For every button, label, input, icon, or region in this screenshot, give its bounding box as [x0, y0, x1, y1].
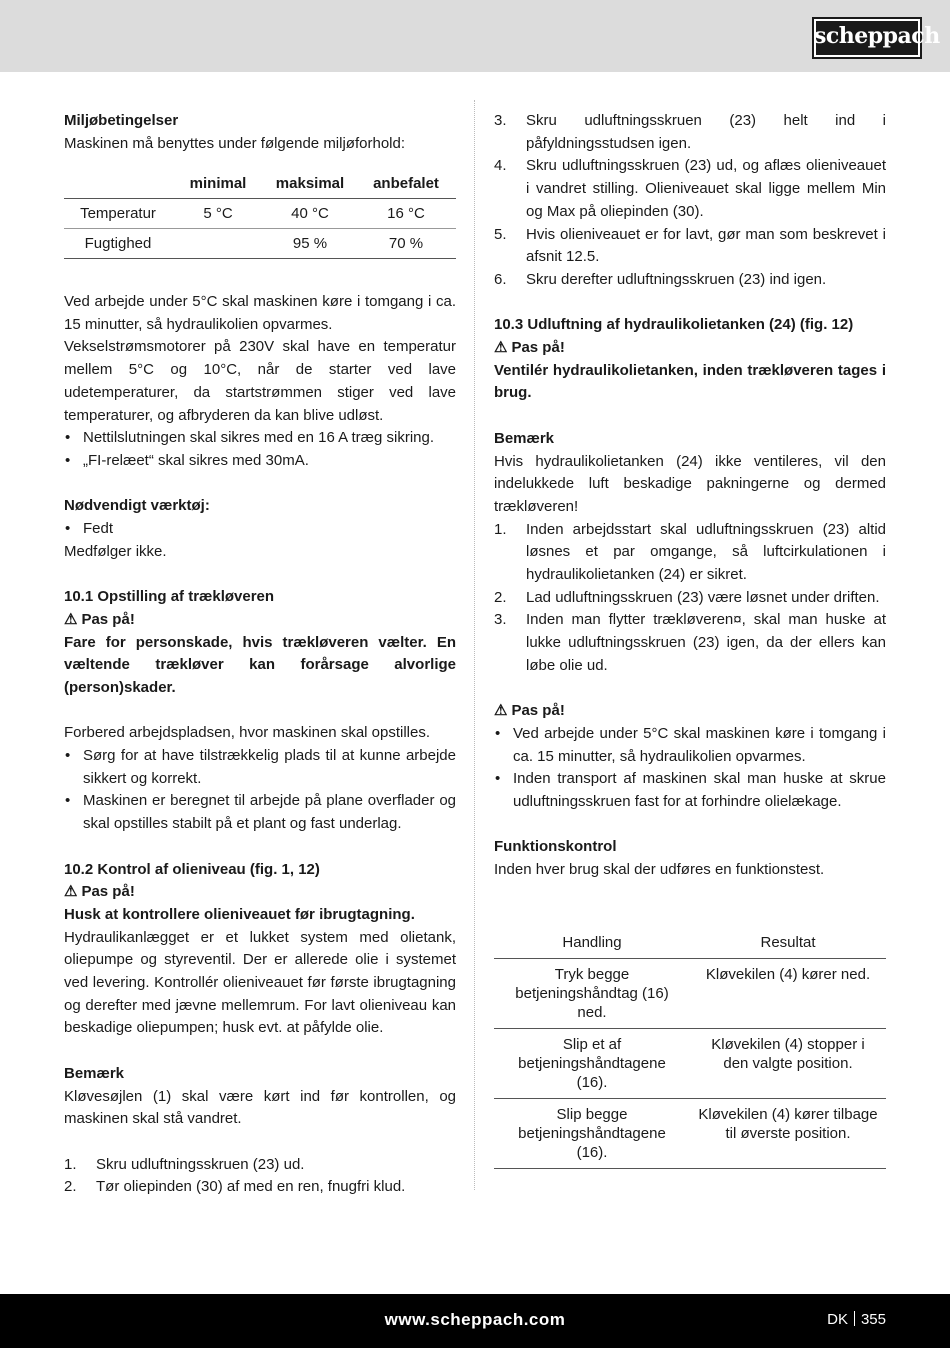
table-row: [64, 199, 456, 229]
warning-text: Pas på!: [81, 883, 135, 901]
bullet-item: • Maskinen er beregnet til arbejde på plane overflader og skal opstilles stabilt på et plant og fast underlag.: [64, 790, 456, 835]
env-col-maksimal: maksimal: [275, 174, 345, 192]
bullet-item: • Sørg for at have tilstrækkelig plads til at kunne arbejde sikkert og korrekt.: [64, 745, 456, 790]
environment-table: [64, 168, 456, 259]
list-item: 1. Skru udluftningsskruen (23) ud.: [64, 1155, 305, 1173]
list-item: 2. Tør oliepinden (30) af med en ren, fnugfri klud.: [64, 1178, 406, 1196]
bullet-item: • Nettilslutningen skal sikres med en 16 A træg sikring.: [64, 427, 456, 450]
page-footer: [0, 1294, 950, 1348]
table-cell: [172, 229, 264, 259]
warning-paragraph: Ventilér hydraulikolietanken, inden trækløveren tages i brug.: [494, 361, 886, 402]
env-col-minimal: minimal: [189, 174, 247, 192]
column-divider: [474, 100, 475, 1190]
section-heading-10-1: 10.1 Opstilling af trækløveren: [64, 588, 275, 606]
warning-icon: ⚠: [494, 339, 508, 357]
func-intro: Inden hver brug skal der udføres en funktionstest.: [494, 861, 825, 879]
left-column: [64, 110, 456, 155]
section-heading-10-2: 10.2 Kontrol af olieniveau (fig. 1, 12): [64, 860, 320, 878]
note-heading: Bemærk: [64, 1064, 125, 1082]
table-cell: 70 %: [356, 229, 456, 259]
bullet-item: • „FI-relæet“ skal sikres med 30mA.: [64, 450, 456, 473]
warning-paragraph: Fare for personskade, hvis trækløveren vælter. En væltende trækløver kan forårsage alvorlige (person)skader.: [64, 633, 456, 696]
page-number-value: 355: [860, 1311, 886, 1328]
table-cell: Kløvekilen (4) stopper i den valgte position.: [690, 1029, 886, 1099]
table-cell: Fugtighed: [64, 229, 172, 259]
list-item: 1. Inden arbejdsstart skal udluftningsskruen (23) altid løsnes et par omgange, så luftcirkulationen i hydraulikolietanken (24) er sikret.: [494, 520, 886, 584]
list-item: 2. Lad udluftningsskruen (23) være løsnet under driften.: [494, 588, 880, 606]
env-col-anbefalet: anbefalet: [373, 174, 439, 192]
table-cell: Kløvekilen (4) kører tilbage til øverste position.: [690, 1099, 886, 1169]
list-item: 5. Hvis olieniveauet er for lavt, gør man som beskrevet i afsnit 12.5.: [494, 225, 886, 266]
table-cell: Tryk begge betjeningshåndtag (16) ned.: [494, 959, 690, 1029]
section-heading-10-3: 10.3 Udluftning af hydraulikolietanken (24) (fig. 12): [494, 316, 854, 334]
warning-text: Pas på!: [511, 702, 565, 720]
warning-icon: ⚠: [494, 702, 508, 720]
footer-url: www.scheppach.com: [384, 1310, 566, 1329]
note-heading: Bemærk: [494, 429, 555, 447]
page-header: [0, 0, 950, 72]
table-cell: 95 %: [264, 229, 356, 259]
warning-label: [494, 700, 886, 723]
table-cell: 16 °C: [356, 199, 456, 229]
warning-icon: ⚠: [64, 610, 78, 628]
paragraph: Forbered arbejdspladsen, hvor maskinen skal opstilles.: [64, 724, 431, 742]
env-heading: Miljøbetingelser: [64, 112, 179, 129]
logo-text: scheppach: [814, 23, 940, 49]
table-cell: Kløvekilen (4) kører ned.: [690, 959, 886, 1029]
tools-note: Medfølger ikke.: [64, 542, 167, 560]
table-row: [494, 1029, 886, 1099]
list-item: 4. Skru udluftningsskruen (23) ud, og aflæs olieniveauet i vandret stilling. Olieniveauet skal ligge mellem Min og Max på oliepinden (30).: [494, 157, 886, 220]
table-row: [494, 959, 886, 1029]
func-col-handling: Handling: [562, 933, 622, 951]
table-cell: 40 °C: [264, 199, 356, 229]
bullet-item: • Inden transport af maskinen skal man huske at skrue udluftningsskruen fast for at forhindre olielækage.: [494, 768, 886, 813]
list-item: 3. Skru udluftningsskruen (23) helt ind i påfyldningsstudsen igen.: [494, 112, 886, 152]
warning-text: Pas på!: [511, 339, 565, 357]
list-item: 6. Skru derefter udluftningsskruen (23) ind igen.: [494, 270, 827, 288]
warning-label: [64, 881, 456, 904]
func-heading: Funktionskontrol: [494, 838, 617, 856]
warning-paragraph: Husk at kontrollere olieniveauet før ibrugtagning.: [64, 905, 415, 923]
warning-text: Pas på!: [81, 610, 135, 628]
list-item: 3. Inden man flytter trækløveren¤, skal man huske at lukke udluftningsskruen (23) igen, da der ellers kan løbe olie ud.: [494, 611, 886, 674]
paragraph: Kløvesøjlen (1) skal være kørt ind før kontrollen, og maskinen skal stå vandret.: [64, 1087, 456, 1128]
func-col-resultat: Resultat: [760, 933, 816, 951]
language-code: DK: [827, 1311, 848, 1328]
table-row: [64, 229, 456, 259]
env-col-empty: [64, 168, 172, 199]
right-column: [494, 110, 886, 882]
page-number: [827, 1311, 886, 1328]
paragraph: Hvis hydraulikolietanken (24) ikke ventileres, vil den indelukkede luft beskadige pakningerne og dermed trækløveren!: [494, 452, 886, 515]
table-cell: Slip et af betjeningshåndtagene (16).: [494, 1029, 690, 1099]
table-cell: 5 °C: [172, 199, 264, 229]
paragraph: Ved arbejde under 5°C skal maskinen køre i tomgang i ca. 15 minutter, så hydraulikolien opvarmes.: [64, 293, 456, 333]
warning-icon: ⚠: [64, 883, 78, 901]
table-row: [494, 1099, 886, 1169]
table-cell: Temperatur: [64, 199, 172, 229]
brand-logo: [812, 17, 940, 59]
warning-label: [494, 337, 886, 360]
env-intro: Maskinen må benyttes under følgende miljøforhold:: [64, 134, 406, 152]
bullet-item: • Fedt: [64, 518, 456, 541]
tools-heading: Nødvendigt værktøj:: [64, 497, 210, 515]
paragraph: Hydraulikanlægget er et lukket system med olietank, oliepumpe og styreventil. Der er allerede olie i systemet ved levering. Kontrollér olieniveauet før første ibrugtagning og derefter med jævne mellemrum. For lavt olieniveau kan beskadige oliepumpen; husk evt. at påfylde olie.: [64, 928, 456, 1037]
function-check-table: [494, 926, 886, 1169]
paragraph: Vekselstrømsmotorer på 230V skal have en temperatur mellem 5°C og 10°C, når de starter ved lave udetemperaturer, da startstrømmen stiger ved lave temperaturer, og afbryderen da kan blive udløst.: [64, 338, 456, 424]
warning-label: [64, 609, 456, 632]
bullet-item: • Ved arbejde under 5°C skal maskinen køre i tomgang i ca. 15 minutter, så hydraulikolien opvarmes.: [494, 723, 886, 768]
left-column-body: [64, 291, 456, 1199]
table-cell: Slip begge betjeningshåndtagene (16).: [494, 1099, 690, 1169]
